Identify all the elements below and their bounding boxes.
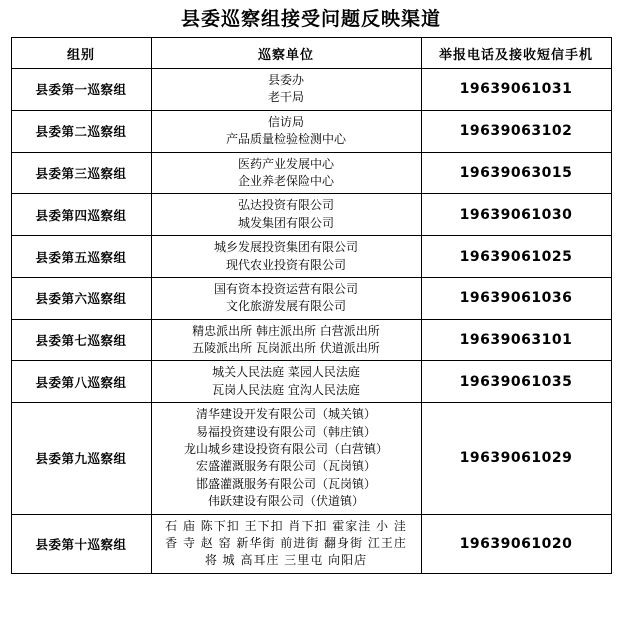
cell-group: 县委第四巡察组 <box>11 194 151 236</box>
table-header-row <box>11 38 611 69</box>
unit-line: 弘达投资有限公司 <box>237 198 334 213</box>
unit-line: 香 寺 赵 窑 新华街 前进街 翻身街 江王庄 <box>165 535 407 550</box>
cell-phone: 19639063015 <box>421 152 611 194</box>
unit-line: 易福投资建设有限公司（韩庄镇） <box>195 424 376 439</box>
cell-units <box>151 319 421 361</box>
cell-group: 县委第十巡察组 <box>11 514 151 573</box>
table-row <box>11 514 611 573</box>
cell-group: 县委第六巡察组 <box>11 277 151 319</box>
table-row <box>11 361 611 403</box>
cell-units <box>151 194 421 236</box>
unit-line: 信访局 <box>267 114 304 129</box>
table-row <box>11 319 611 361</box>
cell-phone: 19639061030 <box>421 194 611 236</box>
unit-line: 企业养老保险中心 <box>237 173 334 188</box>
unit-line: 县委办 <box>267 73 304 87</box>
cell-group: 县委第五巡察组 <box>11 236 151 278</box>
cell-group: 县委第一巡察组 <box>11 69 151 111</box>
cell-phone: 19639061025 <box>421 236 611 278</box>
column-header-group: 组别 <box>11 38 151 69</box>
cell-group: 县委第九巡察组 <box>11 403 151 514</box>
cell-phone: 19639063101 <box>421 319 611 361</box>
column-header-unit: 巡察单位 <box>151 38 421 69</box>
cell-units <box>151 152 421 194</box>
column-header-phone: 举报电话及接收短信手机 <box>421 38 611 69</box>
unit-line: 老干局 <box>267 90 304 105</box>
cell-units <box>151 514 421 573</box>
unit-line: 城发集团有限公司 <box>237 215 334 230</box>
table-row <box>11 277 611 319</box>
table-body <box>11 69 611 574</box>
cell-units <box>151 403 421 514</box>
unit-line: 城关人民法庭 菜园人民法庭 <box>212 365 360 380</box>
cell-phone: 19639061036 <box>421 277 611 319</box>
cell-phone: 19639063102 <box>421 110 611 152</box>
cell-phone: 19639061035 <box>421 361 611 403</box>
unit-line: 医药产业发展中心 <box>237 156 334 171</box>
unit-line: 城乡发展投资集团有限公司 <box>213 240 358 255</box>
unit-line: 邯盛灌溉服务有限公司（瓦岗镇） <box>195 476 376 491</box>
unit-line: 龙山城乡建设投资有限公司（白营镇） <box>183 442 388 457</box>
cell-units <box>151 69 421 111</box>
unit-line: 清华建设开发有限公司（城关镇） <box>195 407 376 422</box>
unit-line: 石 庙 陈下扣 王下扣 肖下扣 霍家洼 小 洼 <box>165 518 407 533</box>
cell-group: 县委第七巡察组 <box>11 319 151 361</box>
page-title: 县委巡察组接受问题反映渠道 <box>180 8 441 30</box>
cell-group: 县委第八巡察组 <box>11 361 151 403</box>
unit-line: 产品质量检验检测中心 <box>225 132 346 147</box>
channels-table <box>11 37 612 574</box>
unit-line: 将 城 高耳庄 三里屯 向阳店 <box>204 553 368 568</box>
table-row <box>11 152 611 194</box>
unit-line: 现代农业投资有限公司 <box>225 257 346 272</box>
cell-units <box>151 110 421 152</box>
unit-line: 伟跃建设有限公司（伏道镇） <box>207 494 364 509</box>
cell-phone: 19639061031 <box>421 69 611 111</box>
cell-units <box>151 277 421 319</box>
cell-group: 县委第二巡察组 <box>11 110 151 152</box>
unit-line: 宏盛灌溉服务有限公司（瓦岗镇） <box>195 459 376 474</box>
table-row <box>11 110 611 152</box>
cell-units <box>151 361 421 403</box>
unit-line: 文化旅游发展有限公司 <box>225 299 346 314</box>
unit-line: 国有资本投资运营有限公司 <box>213 281 358 296</box>
table-row <box>11 236 611 278</box>
cell-units <box>151 236 421 278</box>
table-row <box>11 403 611 514</box>
unit-line: 五陵派出所 瓦岗派出所 伏道派出所 <box>192 341 380 356</box>
unit-line: 精忠派出所 韩庄派出所 白营派出所 <box>192 323 380 338</box>
table-row <box>11 194 611 236</box>
cell-group: 县委第三巡察组 <box>11 152 151 194</box>
unit-line: 瓦岗人民法庭 宜沟人民法庭 <box>212 382 360 397</box>
cell-phone: 19639061020 <box>421 514 611 573</box>
table-header <box>11 38 611 69</box>
table-row <box>11 69 611 111</box>
cell-phone: 19639061029 <box>421 403 611 514</box>
